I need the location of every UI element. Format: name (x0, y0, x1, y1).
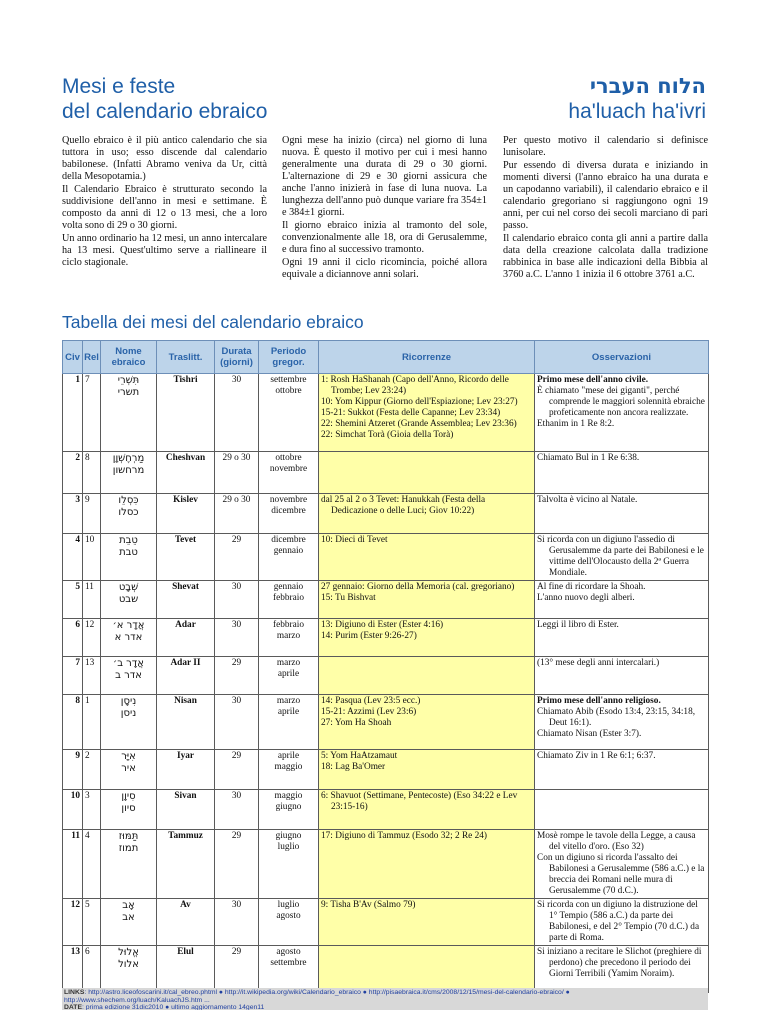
cell-civ: 1 (63, 374, 83, 452)
cell-nome-ebraico (101, 534, 157, 581)
ricorrenza-item: 10: Yom Kippur (Giorno dell'Espiazione; Lev 23:27) (321, 397, 518, 407)
ricorrenza-item: 5: Yom HaAtzamaut (321, 751, 398, 761)
cell-osservazioni (535, 790, 709, 830)
hebrew-name: כסלו (118, 507, 139, 518)
periodo-month: settembre (270, 958, 307, 968)
date-text: prima edizione 31dic2010 ● ultimo aggiornamento 14gen11 (85, 1004, 265, 1010)
cell-rel: 7 (83, 374, 101, 452)
periodo-month: aprile (277, 751, 300, 761)
hebrew-name: סיון (121, 803, 136, 814)
cell-rel: 10 (83, 534, 101, 581)
cell-traslitterazione: Adar (157, 619, 215, 657)
title-line-2: del calendario ebraico (62, 100, 268, 123)
osservazione-item: Si ricorda con un digiuno l'assedio di Gerusalemme da parte dei Babilonesi e le vittime dell'Olocausto della 2ª Guerra Mondiale. (537, 535, 704, 578)
periodo-month: novembre (269, 495, 308, 505)
title-line-1: Mesi e feste (62, 75, 176, 98)
osservazione-item: Mosè rompe le tavole della Legge, a causa del vitello d'oro. (Eso 32) (537, 831, 696, 852)
intro-column-1 (62, 135, 267, 270)
periodo-month: agosto (276, 911, 301, 921)
cell-nome-ebraico (101, 657, 157, 695)
cell-osservazioni (535, 830, 709, 899)
hebrew-name: אֲדָר א׳ (112, 620, 145, 631)
cell-periodo (259, 790, 319, 830)
links-text[interactable]: http://astro.liceofoscarini.it/cal_ebreo.phtml ● http://it.wikipedia.org/wiki/Calendario_ebraico ● http://pisaebraica.it/cms/2008/12/15/mesi-del-calendario-ebraico/ ● http://www.shechem.org/luach/KaluachJS.htm ... (64, 989, 570, 1004)
cell-traslitterazione: Elul (157, 946, 215, 993)
cell-traslitterazione: Kislev (157, 494, 215, 534)
cell-periodo (259, 534, 319, 581)
table-row (63, 946, 709, 993)
cell-periodo (259, 946, 319, 993)
cell-ricorrenze (319, 790, 535, 830)
cell-civ: 3 (63, 494, 83, 534)
cell-nome-ebraico (101, 494, 157, 534)
ricorrenza-item: 13: Digiuno di Ester (Ester 4:16) (321, 620, 444, 630)
page-title (62, 74, 267, 124)
cell-rel: 1 (83, 695, 101, 750)
cell-ricorrenze (319, 946, 535, 993)
header-trasl: Traslitt. (157, 341, 215, 374)
ricorrenza-item: 22: Shemini Atzeret (Grande Assemblea; Lev 23:36) (321, 419, 517, 429)
cell-civ: 10 (63, 790, 83, 830)
cell-traslitterazione: Tammuz (157, 830, 215, 899)
cell-ricorrenze (319, 899, 535, 946)
cell-civ: 12 (63, 899, 83, 946)
intro-paragraph: Quello ebraico è il più antico calendario che sia tuttora in uso; esso discende dal calendario babilonese. (Infatti Abramo veniva da Ur, città della Mesopotamia.) (62, 135, 267, 182)
cell-civ: 5 (63, 581, 83, 619)
hebrew-title: הלוח העברי (589, 74, 706, 98)
osservazione-item: È chiamato "mese dei giganti", perché comprende le maggiori solennità ebraiche profeticamente non ancora realizzate. (537, 386, 705, 418)
periodo-month: ottobre (275, 453, 302, 463)
header-ricorrenze: Ricorrenze (319, 341, 535, 374)
cell-traslitterazione: Tishri (157, 374, 215, 452)
cell-ricorrenze (319, 657, 535, 695)
periodo-month: dicembre (271, 506, 306, 516)
periodo-month: marzo (276, 631, 301, 641)
cell-osservazioni (535, 657, 709, 695)
cell-osservazioni (535, 534, 709, 581)
cell-periodo (259, 581, 319, 619)
cell-civ: 13 (63, 946, 83, 993)
cell-rel: 8 (83, 452, 101, 494)
osservazione-item: Con un digiuno si ricorda l'assalto dei Babilonesi a Gerusalemme (586 a.C.) e la breccia dei Romani nelle mura di Gerusalemme (70 d.C.). (537, 853, 705, 896)
periodo-month: aprile (277, 707, 300, 717)
table-row (63, 619, 709, 657)
header-osservazioni: Osservazioni (535, 341, 709, 374)
cell-periodo (259, 657, 319, 695)
periodo-month: agosto (276, 947, 301, 957)
osservazione-item: Leggi il libro di Ester. (537, 620, 619, 630)
table-row (63, 750, 709, 790)
periodo-month: luglio (277, 900, 300, 910)
periodo-month: novembre (269, 464, 308, 474)
cell-osservazioni (535, 494, 709, 534)
periodo-month: settembre (270, 375, 307, 385)
table-row (63, 452, 709, 494)
periodo-month: febbraio (273, 620, 304, 630)
cell-rel: 5 (83, 899, 101, 946)
cell-durata: 29 (215, 830, 259, 899)
cell-durata: 30 (215, 899, 259, 946)
hebrew-name: תַּמּוּז (118, 831, 139, 842)
cell-osservazioni (535, 619, 709, 657)
osservazione-item: Si ricorda con un digiuno la distruzione del 1° Tempio (586 a.C.) da parte dei Babilonesi, e del 2° Tempio (70 d.C.) da parte di Roma. (537, 900, 700, 943)
header-durata: Durata (giorni) (215, 341, 259, 374)
cell-nome-ebraico (101, 790, 157, 830)
cell-durata: 29 o 30 (215, 494, 259, 534)
ricorrenza-item: 1: Rosh HaShanah (Capo dell'Anno, Ricordo delle Trombe; Lev 23:24) (321, 375, 509, 396)
cell-rel: 13 (83, 657, 101, 695)
table-row (63, 790, 709, 830)
periodo-month: luglio (277, 842, 300, 852)
hebrew-name: מרחשון (112, 465, 145, 476)
osservazione-item: Primo mese dell'anno civile. (537, 375, 649, 385)
intro-paragraph: Pur essendo di diversa durata e iniziando in momenti diversi (l'anno ebraico ha una durata e un capodanno variabili), il calendario ebraico e il calendario gregoriano si raggiungono ogni 19 anni, per cui nel corso dei secoli marciano di pari passo. (503, 160, 708, 231)
osservazione-item: Chiamato Nisan (Ester 3:7). (537, 729, 642, 739)
hebrew-name: שְׁבָט (118, 582, 139, 593)
cell-traslitterazione: Tevet (157, 534, 215, 581)
cell-periodo (259, 750, 319, 790)
transliterated-title: ha'luach ha'ivri (568, 100, 706, 123)
table-row (63, 657, 709, 695)
hebrew-name: נִיסָן (120, 696, 137, 707)
hebrew-name: שבט (118, 594, 139, 605)
cell-durata: 30 (215, 695, 259, 750)
header-nome: Nome ebraico (101, 341, 157, 374)
intro-column-2 (282, 135, 487, 282)
cell-periodo (259, 452, 319, 494)
ricorrenza-item: 17: Digiuno di Tammuz (Esodo 32; 2 Re 24) (321, 831, 487, 841)
cell-periodo (259, 619, 319, 657)
ricorrenza-item: 10: Dieci di Tevet (321, 535, 388, 545)
hebrew-name: טֵבֵת (119, 535, 138, 546)
periodo-month: gennaio (273, 582, 304, 592)
table-row (63, 581, 709, 619)
cell-ricorrenze (319, 619, 535, 657)
cell-rel: 11 (83, 581, 101, 619)
hebrew-name: אִיָּר (121, 751, 136, 762)
osservazione-item: Si iniziano a recitare le Slichot (preghiere di perdono) che precedono il periodo dei Giorni Terribili (Yamim Noraim). (537, 947, 702, 979)
cell-rel: 9 (83, 494, 101, 534)
cell-nome-ebraico (101, 374, 157, 452)
cell-civ: 6 (63, 619, 83, 657)
ricorrenza-item: dal 25 al 2 o 3 Tevet: Hanukkah (Festa della Dedicazione o delle Luci; Giov 10:22) (321, 495, 486, 516)
cell-rel: 2 (83, 750, 101, 790)
ricorrenza-item: 27 gennaio: Giorno della Memoria (cal. gregoriano) (321, 582, 515, 592)
cell-nome-ebraico (101, 830, 157, 899)
ricorrenza-item: 14: Pasqua (Lev 23:5 ecc.) (321, 696, 421, 706)
periodo-month: maggio (274, 762, 303, 772)
cell-periodo (259, 830, 319, 899)
hebrew-name: אדר א (114, 632, 143, 643)
hebrew-name: אדר ב (115, 670, 142, 681)
osservazione-item: Primo mese dell'anno religioso. (537, 696, 661, 706)
table-row (63, 374, 709, 452)
months-table (62, 340, 709, 993)
hebrew-title-block (568, 74, 706, 124)
hebrew-name: אֱלוּל (118, 947, 139, 958)
cell-civ: 8 (63, 695, 83, 750)
header-periodo: Periodo gregor. (259, 341, 319, 374)
cell-traslitterazione: Adar II (157, 657, 215, 695)
table-header-row (63, 341, 709, 374)
cell-traslitterazione: Shevat (157, 581, 215, 619)
periodo-month: marzo (276, 696, 301, 706)
cell-rel: 6 (83, 946, 101, 993)
cell-rel: 3 (83, 790, 101, 830)
table-row (63, 494, 709, 534)
cell-nome-ebraico (101, 899, 157, 946)
table-row (63, 695, 709, 750)
cell-nome-ebraico (101, 946, 157, 993)
osservazione-item: Chiamato Bul in 1 Re 6:38. (537, 453, 640, 463)
osservazione-item: Talvolta è vicino al Natale. (537, 495, 638, 505)
hebrew-name: אֲדָר ב׳ (113, 658, 144, 669)
cell-civ: 2 (63, 452, 83, 494)
cell-rel: 12 (83, 619, 101, 657)
periodo-month: ottobre (275, 386, 302, 396)
hebrew-name: מַרְחֶשְׁוָן (112, 453, 145, 464)
cell-ricorrenze (319, 374, 535, 452)
cell-durata: 29 (215, 750, 259, 790)
periodo-month: aprile (277, 669, 300, 679)
periodo-month: gennaio (273, 546, 304, 556)
cell-nome-ebraico (101, 581, 157, 619)
ricorrenza-item: 15: Tu Bishvat (321, 593, 376, 603)
osservazione-item: (13° mese degli anni intercalari.) (537, 658, 660, 668)
osservazione-item: Chiamato Ziv in 1 Re 6:1; 6:37. (537, 751, 656, 761)
hebrew-name: אב (122, 912, 135, 923)
periodo-month: maggio (274, 791, 303, 801)
table-row (63, 899, 709, 946)
cell-osservazioni (535, 750, 709, 790)
intro-column-3 (503, 135, 708, 282)
table-title: Tabella dei mesi del calendario ebraico (62, 312, 364, 332)
intro-paragraph: Per questo motivo il calendario si definisce lunisolare. (503, 135, 708, 158)
cell-rel: 4 (83, 830, 101, 899)
links-label: LINKS (64, 989, 85, 996)
cell-osservazioni (535, 899, 709, 946)
hebrew-name: איר (121, 763, 136, 774)
cell-osservazioni (535, 374, 709, 452)
cell-durata: 29 (215, 657, 259, 695)
ricorrenza-item: 6: Shavuot (Settimane, Pentecoste) (Eso 34:22 e Lev 23:15-16) (321, 791, 518, 812)
ricorrenza-item: 27: Yom Ha Shoah (321, 718, 392, 728)
ricorrenza-item: 22: Simchat Torà (Gioia della Torà) (321, 430, 454, 440)
cell-traslitterazione: Cheshvan (157, 452, 215, 494)
cell-durata: 30 (215, 790, 259, 830)
cell-nome-ebraico (101, 750, 157, 790)
hebrew-name: ניסן (120, 708, 137, 719)
hebrew-name: אָב (122, 900, 135, 911)
cell-ricorrenze (319, 534, 535, 581)
periodo-month: febbraio (273, 593, 304, 603)
cell-traslitterazione: Iyar (157, 750, 215, 790)
periodo-month: marzo (276, 658, 301, 668)
cell-durata: 30 (215, 374, 259, 452)
intro-paragraph: Il calendario ebraico conta gli anni a partire dalla data della creazione calcolata dalla tradizione rabbinica in base alle indicazioni della Bibbia al 3760 a.C. L'anno 1 inizia il 6 ottobre 3761 a.C. (503, 233, 708, 280)
hebrew-name: טבת (119, 547, 138, 558)
cell-traslitterazione: Nisan (157, 695, 215, 750)
hebrew-name: אלול (118, 959, 139, 970)
cell-civ: 9 (63, 750, 83, 790)
cell-civ: 11 (63, 830, 83, 899)
cell-ricorrenze (319, 452, 535, 494)
intro-paragraph: Ogni 19 anni il ciclo ricomincia, poiché allora equivale a diciannove anni solari. (282, 257, 487, 280)
hebrew-name: תִּשְׁרֵי (117, 375, 140, 386)
ricorrenza-item: 14: Purim (Ester 9:26-27) (321, 631, 417, 641)
cell-ricorrenze (319, 581, 535, 619)
cell-durata: 30 (215, 619, 259, 657)
hebrew-name: כִּסְלֵו (118, 495, 139, 506)
cell-ricorrenze (319, 494, 535, 534)
footer: LINKS: http://astro.liceofoscarini.it/cal_ebreo.phtml ● http://it.wikipedia.org/wiki/Calendario_ebraico ● http://pisaebraica.it/cms/2008/12/15/mesi-del-calendario-ebraico/ ● http://www.shechem.org/luach/KaluachJS.htm ... DATE: prima edizione 31dic2010 ● ultimo aggiornamento 14gen11 (62, 988, 708, 1010)
periodo-month: dicembre (271, 535, 306, 545)
cell-ricorrenze (319, 750, 535, 790)
intro-text (62, 135, 708, 310)
cell-osservazioni (535, 946, 709, 993)
cell-periodo (259, 494, 319, 534)
cell-durata: 29 o 30 (215, 452, 259, 494)
cell-traslitterazione: Sivan (157, 790, 215, 830)
cell-durata: 30 (215, 581, 259, 619)
cell-periodo (259, 695, 319, 750)
table-row (63, 830, 709, 899)
osservazione-item: Ethanim in 1 Re 8:2. (537, 419, 615, 429)
intro-paragraph: Il giorno ebraico inizia al tramonto del sole, convenzionalmente alle 18, ora di Gerusalemme, e dura fino al successivo tramonto. (282, 220, 487, 255)
cell-ricorrenze (319, 830, 535, 899)
intro-paragraph: Ogni mese ha inizio (circa) nel giorno di luna nuova. È questo il motivo per cui i mesi hanno generalmente una durata di 29 o 30 giorni. L'alternazione di 29 e 30 giorni assicura che anche l'anno inizierà in fase di luna nuova. La lunghezza dell'anno può dunque variare fra 354±1 e 384±1 giorni. (282, 135, 487, 218)
header-rel: Rel (83, 341, 101, 374)
cell-ricorrenze (319, 695, 535, 750)
cell-osservazioni (535, 452, 709, 494)
periodo-month: giugno (275, 831, 302, 841)
hebrew-name: תמוז (118, 843, 139, 854)
cell-periodo (259, 374, 319, 452)
cell-periodo (259, 899, 319, 946)
cell-nome-ebraico (101, 695, 157, 750)
cell-durata: 29 (215, 534, 259, 581)
table-row (63, 534, 709, 581)
cell-civ: 7 (63, 657, 83, 695)
hebrew-name: סִיוָן (121, 791, 136, 802)
header-civ: Civ (63, 341, 83, 374)
cell-osservazioni (535, 581, 709, 619)
cell-traslitterazione: Av (157, 899, 215, 946)
ricorrenza-item: 15-21: Sukkot (Festa delle Capanne; Lev 23:34) (321, 408, 501, 418)
osservazione-item: Al fine di ricordare la Shoah. (537, 582, 646, 592)
date-label: DATE (64, 1004, 82, 1010)
cell-osservazioni (535, 695, 709, 750)
cell-durata: 29 (215, 946, 259, 993)
osservazione-item: Chiamato Abib (Esodo 13:4, 23:15, 34:18, Deut 16:1). (537, 707, 696, 728)
periodo-month: giugno (275, 802, 302, 812)
hebrew-name: תשרי (117, 387, 140, 398)
intro-paragraph: Un anno ordinario ha 12 mesi, un anno intercalare ha 13 mesi. Quest'ultimo serve a riallineare il ciclo stagionale. (62, 233, 267, 268)
ricorrenza-item: 9: Tisha B'Av (Salmo 79) (321, 900, 416, 910)
ricorrenza-item: 18: Lag Ba'Omer (321, 762, 386, 772)
intro-paragraph: Il Calendario Ebraico è strutturato secondo la suddivisione dell'anno in mesi e settimane. È composto da anni di 12 o 13 mesi, che a loro volta sono di 29 o 30 giorni. (62, 184, 267, 231)
ricorrenza-item: 15-21: Azzimi (Lev 23:6) (321, 707, 417, 717)
cell-nome-ebraico (101, 452, 157, 494)
osservazione-item: L'anno nuovo degli alberi. (537, 593, 635, 603)
cell-civ: 4 (63, 534, 83, 581)
cell-nome-ebraico (101, 619, 157, 657)
